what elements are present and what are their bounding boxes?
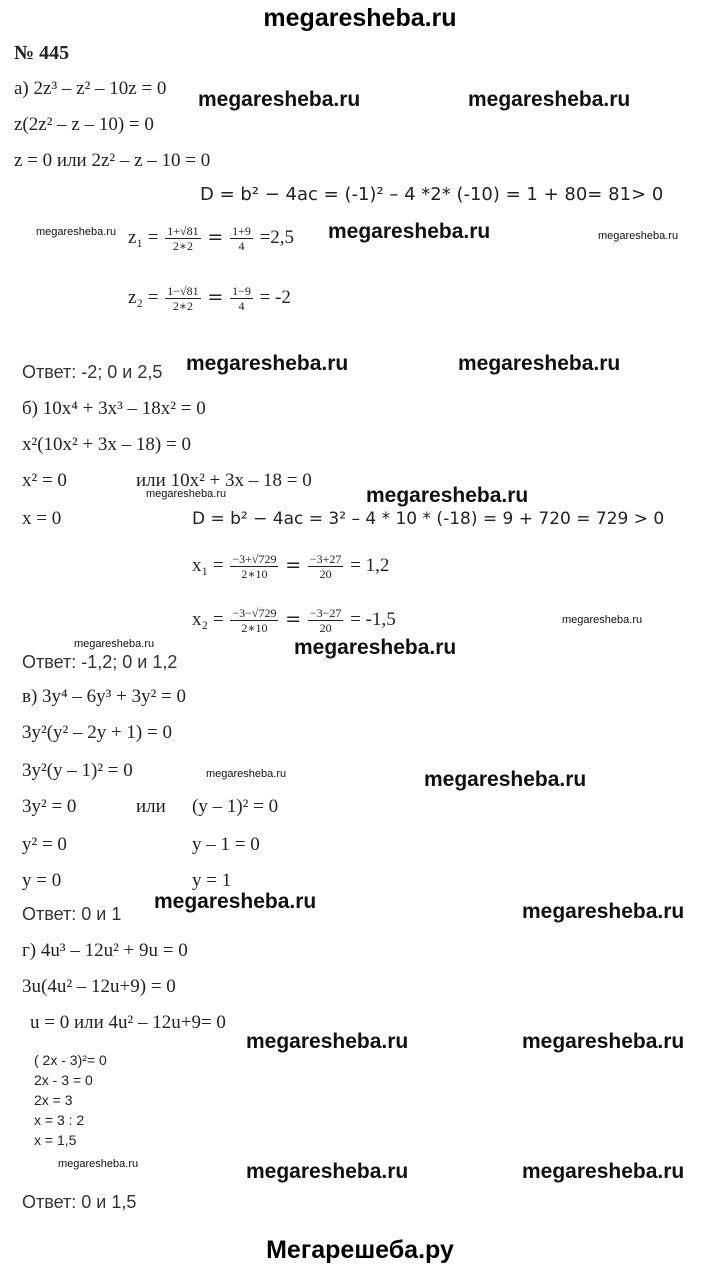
part-b-discriminant: D = b² − 4ac = 3² – 4 * 10 * (-18) = 9 + 720 = 729 > 0	[192, 509, 665, 529]
part-g-factored: 3u(4u² – 12u+9) = 0	[22, 976, 176, 997]
part-g-cases: u = 0 или 4u² – 12u+9= 0	[30, 1012, 226, 1033]
root-label: x₂ =	[192, 608, 224, 630]
watermark: megaresheba.ru	[186, 352, 349, 375]
part-a-discriminant: D = b² − 4ac = (-1)² – 4 *2* (-10) = 1 + 80= 81> 0	[200, 184, 664, 205]
watermark: megaresheba.ru	[246, 1030, 409, 1053]
watermark: megaresheba.ru	[206, 768, 287, 780]
fraction: $\frac{-3+√729}{2∗10}$	[232, 552, 277, 581]
fraction: $\frac{1+√81}{2∗2}$	[167, 224, 199, 253]
watermark: megaresheba.ru	[366, 484, 529, 507]
part-b-answer: Ответ: -1,2; 0 и 1,2	[22, 652, 178, 672]
part-b-case-2: или 10x² + 3x – 18 = 0	[136, 470, 312, 491]
root-value: = -1,5	[350, 608, 396, 630]
part-b-equation: б) 10x⁴ + 3x³ – 18x² = 0	[22, 398, 206, 419]
part-b-x-zero: x = 0	[22, 508, 62, 529]
part-v-case-2: (y – 1)² = 0	[192, 796, 279, 817]
watermark: megaresheba.ru	[522, 900, 685, 923]
watermark: megaresheba.ru	[294, 636, 457, 659]
watermark: megaresheba.ru	[562, 614, 643, 626]
part-g-equation: г) 4u³ – 12u² + 9u = 0	[22, 940, 188, 961]
part-v-square: 3y²(y – 1)² = 0	[22, 760, 133, 781]
part-a-root-1: z₁ = $\frac{1+√81}{2∗2}$ = $\frac{1+9}{4}$ =2,5	[128, 224, 295, 253]
part-a-factored: z(2z² – z – 10) = 0	[14, 114, 154, 135]
part-v-step-1a: y² = 0	[22, 834, 67, 855]
watermark: megaresheba.ru	[328, 220, 491, 243]
problem-number: № 445	[14, 42, 70, 64]
part-v-or: или	[136, 796, 166, 817]
part-g-answer: Ответ: 0 и 1,5	[22, 1192, 137, 1212]
watermark: megaresheba.ru	[598, 230, 679, 242]
part-a-answer: Ответ: -2; 0 и 2,5	[22, 362, 163, 382]
watermark: megaresheba.ru	[468, 88, 631, 111]
watermark: megaresheba.ru	[58, 1158, 139, 1170]
part-v-step-2b: y = 1	[192, 870, 232, 891]
watermark: megaresheba.ru	[146, 488, 227, 500]
part-a-cases: z = 0 или 2z² – z – 10 = 0	[14, 150, 211, 171]
part-a-equation: а) 2z³ – z² – 10z = 0	[14, 78, 167, 99]
fraction: $\frac{-3+27}{20}$	[309, 552, 342, 581]
fraction: $\frac{1-√81}{2∗2}$	[167, 284, 199, 313]
part-b-root-1: x₁ = $\frac{-3+√729}{2∗10}$ = $\frac{-3+27}{20}$ = 1,2	[192, 552, 390, 581]
watermark: megaresheba.ru	[154, 890, 317, 913]
page-footer: Мегарешеба.ру	[266, 1236, 454, 1264]
root-label: z₁ =	[128, 226, 159, 248]
part-a-root-2: z₂ = $\frac{1-√81}{2∗2}$ = $\frac{1-9}{4}$ = -2	[128, 284, 291, 313]
watermark: megaresheba.ru	[246, 1160, 409, 1183]
root-value: =2,5	[259, 226, 295, 248]
fraction: $\frac{-3-27}{20}$	[309, 606, 342, 635]
root-label: z₂ =	[128, 286, 159, 308]
watermark: megaresheba.ru	[36, 226, 117, 238]
part-v-step-1b: y – 1 = 0	[192, 834, 260, 855]
part-g-step-2: 2x - 3 = 0	[34, 1072, 93, 1088]
watermark: megaresheba.ru	[424, 768, 587, 791]
root-value: = -2	[259, 286, 291, 308]
part-v-factored: 3y²(y² – 2y + 1) = 0	[22, 722, 172, 743]
part-v-step-2a: y = 0	[22, 870, 62, 891]
fraction: $\frac{1-9}{4}$	[232, 284, 251, 313]
fraction: $\frac{1+9}{4}$	[232, 224, 251, 253]
watermark: megaresheba.ru	[198, 88, 361, 111]
root-value: = 1,2	[350, 554, 390, 576]
part-b-root-2: x₂ = $\frac{-3-√729}{2∗10}$ = $\frac{-3-27}{20}$ = -1,5	[192, 606, 396, 635]
watermark: megaresheba.ru	[458, 352, 621, 375]
part-b-factored: x²(10x² + 3x – 18) = 0	[22, 434, 191, 455]
watermark: megaresheba.ru	[522, 1030, 685, 1053]
part-g-step-3: 2x = 3	[34, 1092, 73, 1108]
watermark: megaresheba.ru	[522, 1160, 685, 1183]
part-g-step-4: x = 3 : 2	[34, 1112, 85, 1128]
part-v-equation: в) 3y⁴ – 6y³ + 3y² = 0	[22, 686, 186, 707]
part-g-step-1: ( 2x - 3)²= 0	[34, 1052, 107, 1068]
root-label: x₁ =	[192, 554, 224, 576]
part-v-case-1: 3y² = 0	[22, 796, 77, 817]
part-g-step-5: x = 1,5	[34, 1132, 77, 1148]
part-b-case-1: x² = 0	[22, 470, 67, 491]
part-v-answer: Ответ: 0 и 1	[22, 904, 122, 924]
page-header: megaresheba.ru	[263, 4, 457, 32]
fraction: $\frac{-3-√729}{2∗10}$	[232, 606, 277, 635]
watermark: megaresheba.ru	[74, 638, 155, 650]
